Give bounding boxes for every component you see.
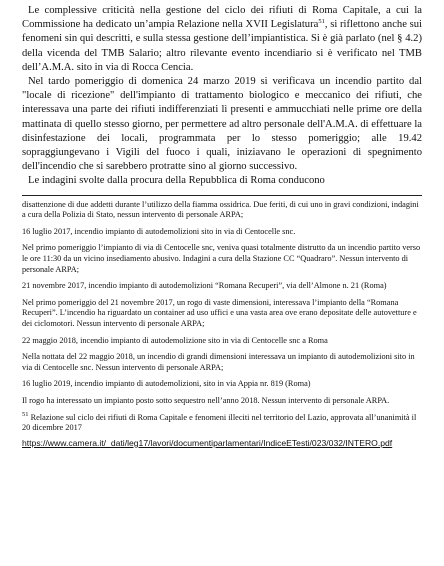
footnote-item: 16 luglio 2017, incendio impianto di autodemolizioni sito in via di Centocelle snc. bbox=[22, 226, 296, 236]
footnote-item: Nel primo pomeriggio l’impianto di via di Centocelle snc, veniva quasi totalmente distrutto da un incendio partito verso le ore 11:30 da un vicino insediamento abusivo. Indagini a cura della Stazione CC “Quadraro”. Nessun intervento di personale ARPA; bbox=[22, 243, 421, 274]
footnote-item: 16 luglio 2019, incendio impianto di autodemolizioni, sito in via Appia nr. 819 (Roma) bbox=[22, 379, 311, 389]
document-page bbox=[22, 4, 422, 455]
footnote-51-link[interactable]: https://www.camera.it/_dati/leg17/lavori/documentiparlamentari/IndiceETesti/023/032/INTERO.pdf bbox=[22, 437, 393, 448]
footnote-51-number: 51 bbox=[22, 410, 29, 418]
main-text bbox=[22, 4, 422, 189]
body-paragraph-1-text: Le complessive criticità nella gestione del ciclo dei rifiuti di Roma Capitale, a cui la Commissione ha dedicato un’ampia Relazione nella XVII Legislatura bbox=[22, 5, 422, 31]
body-paragraph-1-text-cont: , si riflettono anche sui fenomeni sin qui descritti, e sulla stessa gestione dell’impiantistica. Si è già parlato (nel § 4.2) della vicenda del TMB Salario; altro rilevante evento incendiario si è verificato nel TMB dell’A.M.A. sito in via di Rocca Cencia. bbox=[22, 19, 423, 73]
footnote-item: disattenzione di due addetti durante l’utilizzo della fiamma ossidrica. Due feriti, di cui uno in gravi condizioni, indagini a cura della Polizia di Stato, nessun intervento di personale ARPA; bbox=[22, 199, 419, 220]
footnote-ref-51[interactable]: 51 bbox=[318, 18, 325, 26]
body-paragraph-3: Le indagini svolte dalla procura della Repubblica di Roma conducono bbox=[28, 175, 325, 187]
footnote-item: Il rogo ha interessato un impianto posto sotto sequestro nell’anno 2018. Nessun intervento di personale ARPA. bbox=[22, 395, 390, 405]
footnote-area bbox=[22, 200, 422, 450]
footnote-item: 21 novembre 2017, incendio impianto di autodemolizioni “Romana Recuperi”, via dell’Almone n. 21 (Roma) bbox=[22, 281, 387, 291]
footnote-item: 22 maggio 2018, incendio impianto di autodemolizione sito in via di Centocelle snc a Roma bbox=[22, 335, 328, 345]
footnote-51 bbox=[22, 410, 422, 434]
footnote-item: Nel primo pomeriggio del 21 novembre 2017, un rogo di vaste dimensioni, interessava l’impianto della “Romana Recuperi”. L’incendio ha riguardato un container ad uso uffici e una vasta area ove erano depositate delle autovetture e dei ciclomotori. Nessun intervento di personale ARPA; bbox=[22, 297, 417, 328]
body-paragraph-1 bbox=[22, 4, 422, 75]
footnote-item: Nella nottata del 22 maggio 2018, un incendio di grandi dimensioni interessava un impianto di autodemolizioni sito in via di Centocelle snc. Nessun intervento di personale ARPA; bbox=[22, 352, 415, 372]
body-paragraph-2: Nel tardo pomeriggio di domenica 24 marzo 2019 si verificava un incendio partito dal "locale di ricezione" dell'impianto di trattamento biologico e meccanico dei rifiuti, che interessava una parte dei rifiuti indifferenziati lì presenti e ammucchiati nelle prime ore della mattinata di quello stesso giorno, per permettere ad altro personale dell'A.M.A. di effettuare la disinfestazione dei locali, programmata per lo stesso pomeriggio; alle 19.42 sopraggiungevano i Vigili del fuoco i quali, iniziavano le operazioni di spegnimento dell'incendio che si sarebbero protratte sino al giorno successivo. bbox=[22, 76, 422, 173]
footnote-link-line bbox=[22, 438, 422, 450]
footnote-51-text: Relazione sul ciclo dei rifiuti di Roma Capitale e fenomeni illeciti nel territorio del Lazio, approvata all’unanimità il 20 dicembre 2017 bbox=[22, 412, 417, 433]
footnote-separator bbox=[22, 195, 422, 196]
